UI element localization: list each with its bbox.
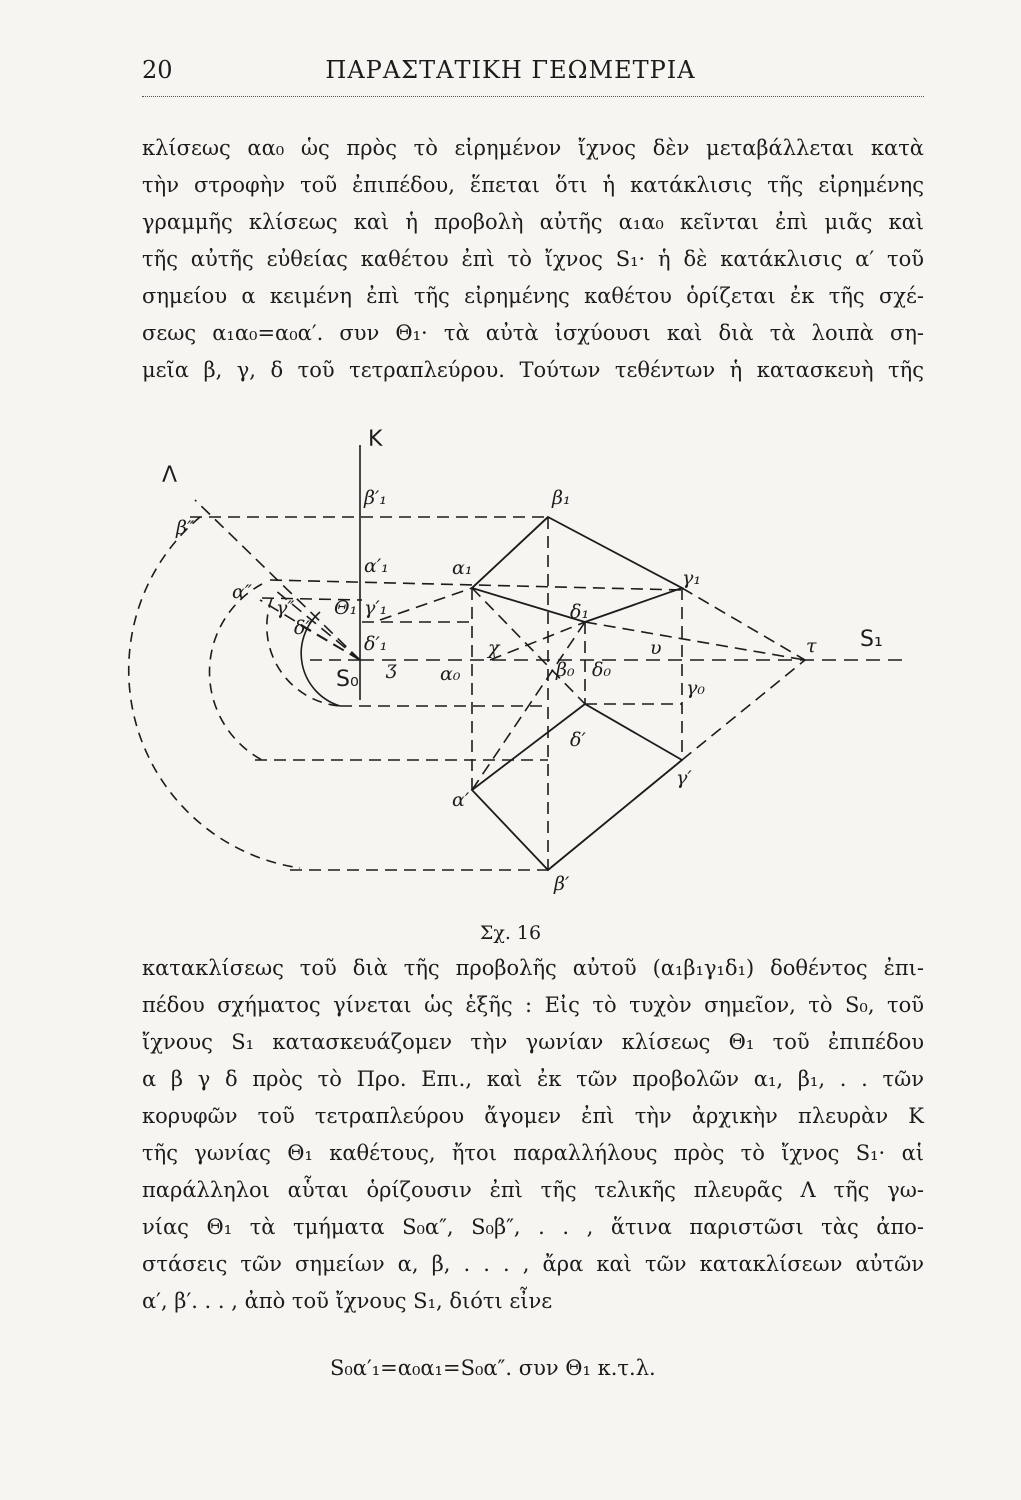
- page-number: 20: [142, 56, 173, 84]
- text-line: κλίσεως αα₀ ὡς πρὸς τὸ εἰρημένον ἴχνος δὲν μεταβάλλεται κατὰ: [142, 136, 924, 160]
- paragraph-2: [142, 950, 924, 1320]
- label-k: Κ: [368, 427, 383, 452]
- label-b-double: β″: [176, 517, 195, 539]
- text-line: παράλληλοι αὗται ὁρίζουσιν ἐπὶ τῆς τελικῆς πλευρᾶς Λ τῆς γω-: [142, 1178, 924, 1202]
- text-line: α′, β′. . . , ἀπὸ τοῦ ἴχνους S₁, διότι εἶνε: [142, 1289, 553, 1313]
- label-d1-prime: δ′₁: [364, 633, 388, 655]
- formula: S₀α′₁=α₀α₁=S₀α″. συν Θ₁ κ.τ.λ.: [330, 1356, 656, 1380]
- label-b1-prime: β′₁: [364, 487, 387, 509]
- label-a1: α₁: [452, 557, 473, 579]
- label-d1: δ₁: [570, 601, 590, 623]
- label-b0: β₀: [556, 659, 575, 681]
- running-head: ΠΑΡΑΣΤΑΤΙΚΗ ΓΕΩΜΕΤΡΙΑ: [325, 56, 696, 84]
- label-theta1: Θ₁: [334, 597, 358, 619]
- label-lambda: Λ: [162, 463, 178, 488]
- text-line: μεῖα β, γ, δ τοῦ τετραπλεύρου. Τούτων τεθέντων ἡ κατασκευὴ τῆς: [142, 358, 924, 382]
- label-z: ʒ: [386, 657, 397, 679]
- text-line: νίας Θ₁ τὰ τμήματα S₀α″, S₀β″, . . , ἅτινα παριστῶσι τὰς ἀπο-: [142, 1215, 924, 1239]
- text-line: στάσεις τῶν σημείων α, β, . . . , ἄρα καὶ τῶν κατακλίσεων αὐτῶν: [142, 1252, 924, 1276]
- label-b-prime: β′: [554, 873, 570, 895]
- text-line: α β γ δ πρὸς τὸ Προ. Επι., καὶ ἐκ τῶν προβολῶν α₁, β₁, . . τῶν: [142, 1067, 924, 1091]
- label-upsilon: υ: [650, 637, 662, 659]
- label-b1: β₁: [552, 487, 571, 509]
- text-line: τῆς αὐτῆς εὐθείας καθέτου ἐπὶ τὸ ἴχνος S₁· ἡ δὲ κατάκλισις α′ τοῦ: [142, 247, 924, 271]
- label-tau: τ: [806, 635, 817, 657]
- label-g-prime: γ′: [676, 767, 692, 789]
- label-g1-prime: γ′₁: [364, 597, 388, 619]
- label-g1: γ₁: [682, 567, 701, 589]
- text-line: κατακλίσεως τοῦ διὰ τῆς προβολῆς αὐτοῦ (α₁β₁γ₁δ₁) δοθέντος ἐπι-: [142, 956, 924, 980]
- text-line: ἴχνους S₁ κατασκευάζομεν τὴν γωνίαν κλίσεως Θ₁ τοῦ ἐπιπέδου: [142, 1030, 924, 1054]
- label-a-prime: α′: [452, 789, 470, 811]
- text-line: πέδου σχήματος γίνεται ὡς ἑξῆς : Εἰς τὸ τυχὸν σημεῖον, τὸ S₀, τοῦ: [142, 993, 924, 1017]
- label-g-double: γ″: [276, 597, 295, 619]
- figure-caption: Σχ. 16: [479, 922, 542, 944]
- label-s0: S₀: [336, 667, 359, 692]
- label-chi: χ: [488, 637, 500, 659]
- label-a0: α₀: [440, 663, 461, 685]
- text-line: σεως α₁α₀=α₀α′. συν Θ₁· τὰ αὐτὰ ἰσχύουσι καὶ διὰ τὰ λοιπὰ ση-: [142, 321, 924, 345]
- text-line: γραμμῆς κλίσεως καὶ ἡ προβολὴ αὐτῆς α₁α₀ κεῖνται ἐπὶ μιᾶς καὶ: [142, 210, 924, 234]
- text-line: σημείου α κειμένη ἐπὶ τῆς εἰρημένης καθέτου ὁρίζεται ἐκ τῆς σχέ-: [142, 284, 924, 308]
- label-s1: S₁: [860, 627, 883, 652]
- label-a-double: α″: [232, 581, 252, 603]
- text-line: κορυφῶν τοῦ τετραπλεύρου ἄγομεν ἐπὶ τὴν ἀρχικὴν πλευρὰν Κ: [142, 1104, 924, 1128]
- text-line: τῆς γωνίας Θ₁ καθέτους, ἤτοι παραλλήλους πρὸς τὸ ἴχνος S₁· αἱ: [142, 1141, 924, 1165]
- label-g0: γ₀: [686, 677, 705, 699]
- label-d0: δ₀: [592, 659, 612, 681]
- text-line: τὴν στροφὴν τοῦ ἐπιπέδου, ἕπεται ὅτι ἡ κατάκλισις τῆς εἰρημένης: [142, 173, 924, 197]
- label-d-double: δ″: [294, 617, 313, 639]
- label-d-prime: δ′: [570, 729, 586, 751]
- label-a1-prime: α′₁: [364, 555, 389, 577]
